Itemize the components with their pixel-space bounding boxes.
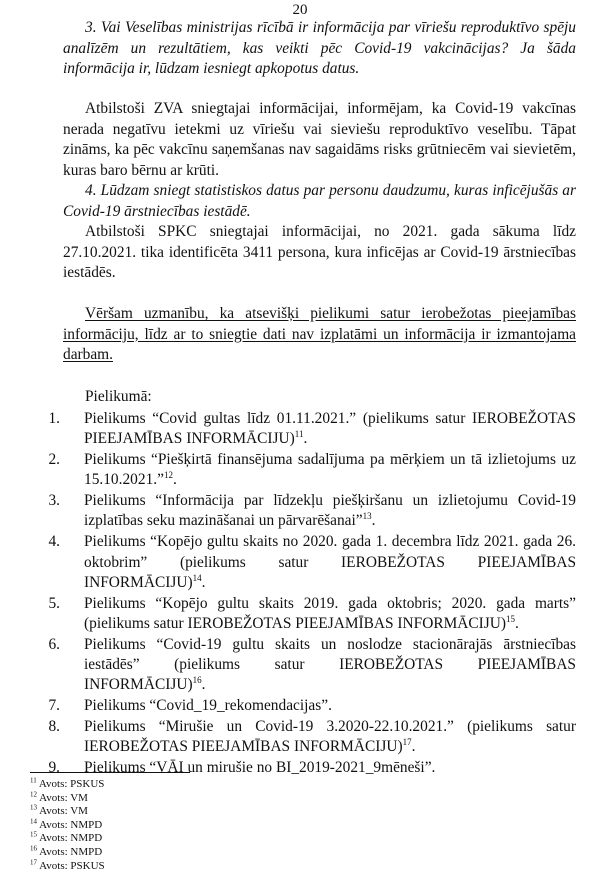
footnote: $^{15}$ Avots: NMPD [30,830,103,845]
footnote: $^{17}$ Avots: PSKUS [30,857,105,872]
page-number: 20 [292,2,308,18]
question-4-text: 4. Lūdzam sniegt statistiskos datus par personu daudzumu, kuras inficējušās ar Covid-19 ārstniecības iestādē. [63,182,576,220]
attachments-list [32,409,576,779]
list-item: 4. Pielikums “Kopējo gultu skaits no 2020. gada 1. decembra līdz 2021. gada 26. oktobrim” (pielikums satur IEROBEŽOTAS PIEEJAMĪBAS INFORMĀCIJU)$^{14}$. [48,533,576,591]
answer-4-text: Atbilstoši SPKC sniegtajai informācijai, no 2021. gada sākuma līdz 27.10.2021. tika identificēta 3411 persona, kura inficējas ar Covid-19 ārstniecības iestādēs. [63,223,576,281]
footnote: $^{13}$ Avots: VM [30,803,88,818]
footnote-ref: 13 [362,511,372,522]
answer-3-text: Atbilstoši ZVA sniegtajai informācijai, informējam, ka Covid-19 vakcīnas nerada negatīvu ietekmi uz vīriešu vai sieviešu reproduktīvo veselību. Tāpat zināms, ka pēc vakcīnu saņemšanas nav sagaidāms risks grūtniecēm vai sievietēm, kuras baro bērnu ar krūti. [63,100,576,179]
footnote-separator [30,772,190,773]
attachments-title: Pielikumā: [85,388,152,405]
answer-4 [63,222,576,284]
footnote-ref: 11 [294,429,304,440]
list-item: 8. Pielikums “Mirušie un Covid-19 3.2020-22.10.2021.” (pielikums satur IEROBEŽOTAS PIEEJAMĪBAS INFORMĀCIJU)$^{17}$. [48,717,576,756]
footnote: $^{16}$ Avots: NMPD [30,844,103,858]
footnote-ref: 17 [402,737,412,748]
list-item: 7. Pielikums “Covid_19_rekomendacijas”. [48,697,332,715]
list-item: 5. Pielikums “Kopējo gultu skaits 2019. gada oktobris; 2020. gada marts” (pielikums satur IEROBEŽOTAS PIEEJAMĪBAS INFORMĀCIJU)$^{15}$. [48,594,576,632]
footnote-ref: 16 [192,675,202,686]
list-item: 3. Pielikums “Informācija par līdzekļu piešķiršanu un izlietojumu Covid-19 izplatības seku mazināšanai un pārvarēšanai”$^{13}$. [48,492,576,530]
answer-3 [63,99,576,181]
list-item: 1. Pielikums “Covid gultas līdz 01.11.2021.” (pielikums satur IEROBEŽOTAS PIEEJAMĪBAS INFORMĀCIJU)$^{11}$. [48,410,576,448]
footnote: $^{11}$ Avots: PSKUS [30,776,105,790]
footnotes [30,778,105,873]
question-3-text: 3. Vai Veselības ministrijas rīcībā ir informācija par vīriešu reproduktīvo spēju analīzēm un rezultātiem, kas veikti pēc Covid-19 vakcinācijas? Ja šāda informācija ir, lūdzam iesniegt apkopotus datus. [63,19,576,77]
footnote-ref: 14 [192,572,202,583]
footnote: $^{14}$ Avots: NMPD [30,817,103,831]
list-item: 2. Pielikums “Piešķirtā finansējuma sadalījuma pa mērķiem un tā izlietojums uz 15.10.2021.”$^{12}$. [48,451,576,489]
footnote-ref: 12 [163,470,173,481]
list-item: 6. Pielikums “Covid-19 gultu skaits un noslodze stacionārajās ārstniecības iestādēs” (pielikums satur IEROBEŽOTAS PIEEJAMĪBAS INFORMĀCIJU)$^{16}$. [48,635,576,694]
notice-text: Vēršam uzmanību, ka atsevišķi pielikumi satur ierobežotas pieejamības informāciju, līdz ar to sniegtie dati nav izplatāmi un informācija ir izmantojama darbam. [63,305,576,363]
question-4 [63,181,576,222]
restricted-info-notice [63,304,576,366]
list-item: 9. Pielikums “VĀI un mirušie no BI_2019-2021_9mēneši”. [48,759,436,777]
question-3 [63,18,576,80]
footnote-ref: 15 [506,613,516,624]
footnote: $^{12}$ Avots: VM [30,789,88,804]
